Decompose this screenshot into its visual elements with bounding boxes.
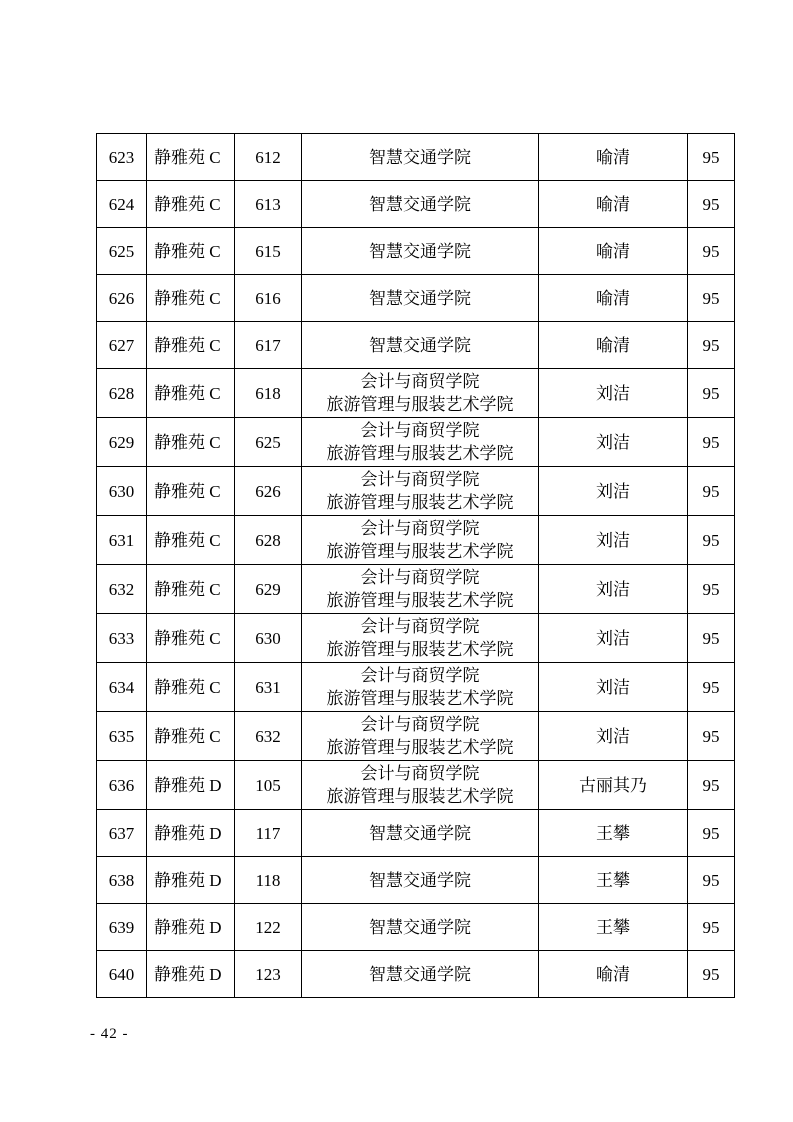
counselor-cell: 刘洁 xyxy=(539,418,688,467)
college-name: 旅游管理与服装艺术学院 xyxy=(326,738,514,757)
score-cell: 95 xyxy=(688,369,735,418)
college-cell xyxy=(302,761,539,810)
college-name: 旅游管理与服装艺术学院 xyxy=(326,542,514,561)
room-cell: 118 xyxy=(235,857,302,904)
college-cell xyxy=(302,565,539,614)
score-cell: 95 xyxy=(688,418,735,467)
building-cell: 静雅苑 C xyxy=(147,663,235,712)
room-cell: 626 xyxy=(235,467,302,516)
row-number-cell: 632 xyxy=(97,565,147,614)
building-cell: 静雅苑 D xyxy=(147,810,235,857)
room-cell: 631 xyxy=(235,663,302,712)
building-cell: 静雅苑 C xyxy=(147,712,235,761)
dormitory-score-table xyxy=(96,133,735,998)
room-cell: 105 xyxy=(235,761,302,810)
row-number-cell: 625 xyxy=(97,228,147,275)
building-cell: 静雅苑 C xyxy=(147,134,235,181)
college-name: 会计与商贸学院 xyxy=(360,764,480,783)
counselor-cell: 刘洁 xyxy=(539,369,688,418)
table-row xyxy=(97,951,735,998)
counselor-cell: 刘洁 xyxy=(539,614,688,663)
college-name: 旅游管理与服装艺术学院 xyxy=(326,493,514,512)
row-number-cell: 624 xyxy=(97,181,147,228)
building-cell: 静雅苑 D xyxy=(147,904,235,951)
building-cell: 静雅苑 C xyxy=(147,614,235,663)
room-cell: 123 xyxy=(235,951,302,998)
counselor-cell: 古丽其乃 xyxy=(539,761,688,810)
score-cell: 95 xyxy=(688,761,735,810)
table-row xyxy=(97,810,735,857)
college-cell xyxy=(302,951,539,998)
room-cell: 122 xyxy=(235,904,302,951)
counselor-cell: 刘洁 xyxy=(539,467,688,516)
room-cell: 625 xyxy=(235,418,302,467)
table-row xyxy=(97,904,735,951)
room-cell: 616 xyxy=(235,275,302,322)
room-cell: 613 xyxy=(235,181,302,228)
row-number-cell: 630 xyxy=(97,467,147,516)
room-cell: 629 xyxy=(235,565,302,614)
building-cell: 静雅苑 C xyxy=(147,516,235,565)
score-cell: 95 xyxy=(688,663,735,712)
college-cell xyxy=(302,663,539,712)
score-cell: 95 xyxy=(688,134,735,181)
table-body xyxy=(97,134,735,998)
table-row xyxy=(97,181,735,228)
score-cell: 95 xyxy=(688,614,735,663)
building-cell: 静雅苑 D xyxy=(147,857,235,904)
room-cell: 612 xyxy=(235,134,302,181)
table-row xyxy=(97,761,735,810)
room-cell: 628 xyxy=(235,516,302,565)
counselor-cell: 刘洁 xyxy=(539,565,688,614)
college-cell xyxy=(302,904,539,951)
table-row xyxy=(97,467,735,516)
college-name: 智慧交通学院 xyxy=(369,964,471,984)
college-name: 旅游管理与服装艺术学院 xyxy=(326,689,514,708)
table-row xyxy=(97,134,735,181)
college-cell xyxy=(302,810,539,857)
college-cell xyxy=(302,181,539,228)
table-row xyxy=(97,228,735,275)
college-name: 旅游管理与服装艺术学院 xyxy=(326,444,514,463)
college-name: 智慧交通学院 xyxy=(369,194,471,214)
row-number-cell: 631 xyxy=(97,516,147,565)
score-cell: 95 xyxy=(688,322,735,369)
college-name: 智慧交通学院 xyxy=(369,335,471,355)
table-row xyxy=(97,565,735,614)
table-row xyxy=(97,275,735,322)
counselor-cell: 喻清 xyxy=(539,951,688,998)
row-number-cell: 637 xyxy=(97,810,147,857)
score-cell: 95 xyxy=(688,275,735,322)
row-number-cell: 628 xyxy=(97,369,147,418)
college-name: 智慧交通学院 xyxy=(369,823,471,843)
college-name: 会计与商贸学院 xyxy=(360,421,480,440)
room-cell: 615 xyxy=(235,228,302,275)
row-number-cell: 633 xyxy=(97,614,147,663)
building-cell: 静雅苑 C xyxy=(147,228,235,275)
room-cell: 632 xyxy=(235,712,302,761)
score-cell: 95 xyxy=(688,904,735,951)
college-name: 会计与商贸学院 xyxy=(360,568,480,587)
row-number-cell: 638 xyxy=(97,857,147,904)
college-name: 智慧交通学院 xyxy=(369,288,471,308)
row-number-cell: 629 xyxy=(97,418,147,467)
table-row xyxy=(97,857,735,904)
row-number-cell: 634 xyxy=(97,663,147,712)
table-row xyxy=(97,369,735,418)
counselor-cell: 喻清 xyxy=(539,134,688,181)
building-cell: 静雅苑 D xyxy=(147,951,235,998)
college-name: 会计与商贸学院 xyxy=(360,617,480,636)
college-cell xyxy=(302,614,539,663)
building-cell: 静雅苑 C xyxy=(147,181,235,228)
table-row xyxy=(97,663,735,712)
score-cell: 95 xyxy=(688,467,735,516)
college-name: 旅游管理与服装艺术学院 xyxy=(326,640,514,659)
table-row xyxy=(97,712,735,761)
room-cell: 618 xyxy=(235,369,302,418)
college-name: 智慧交通学院 xyxy=(369,870,471,890)
row-number-cell: 636 xyxy=(97,761,147,810)
row-number-cell: 623 xyxy=(97,134,147,181)
counselor-cell: 刘洁 xyxy=(539,663,688,712)
counselor-cell: 喻清 xyxy=(539,228,688,275)
score-cell: 95 xyxy=(688,951,735,998)
table-row xyxy=(97,614,735,663)
counselor-cell: 王攀 xyxy=(539,904,688,951)
college-cell xyxy=(302,134,539,181)
counselor-cell: 喻清 xyxy=(539,275,688,322)
table-row xyxy=(97,322,735,369)
building-cell: 静雅苑 C xyxy=(147,322,235,369)
score-cell: 95 xyxy=(688,228,735,275)
college-name: 会计与商贸学院 xyxy=(360,519,480,538)
score-cell: 95 xyxy=(688,810,735,857)
page-number: - 42 - xyxy=(90,1026,129,1042)
college-cell xyxy=(302,275,539,322)
row-number-cell: 635 xyxy=(97,712,147,761)
room-cell: 117 xyxy=(235,810,302,857)
building-cell: 静雅苑 D xyxy=(147,761,235,810)
college-name: 旅游管理与服装艺术学院 xyxy=(326,787,514,806)
score-cell: 95 xyxy=(688,857,735,904)
score-cell: 95 xyxy=(688,565,735,614)
college-cell xyxy=(302,857,539,904)
counselor-cell: 刘洁 xyxy=(539,712,688,761)
college-name: 会计与商贸学院 xyxy=(360,666,480,685)
college-name: 会计与商贸学院 xyxy=(360,372,480,391)
college-name: 智慧交通学院 xyxy=(369,147,471,167)
building-cell: 静雅苑 C xyxy=(147,369,235,418)
building-cell: 静雅苑 C xyxy=(147,418,235,467)
college-cell xyxy=(302,369,539,418)
counselor-cell: 王攀 xyxy=(539,857,688,904)
row-number-cell: 627 xyxy=(97,322,147,369)
college-cell xyxy=(302,322,539,369)
college-cell xyxy=(302,516,539,565)
row-number-cell: 639 xyxy=(97,904,147,951)
college-cell xyxy=(302,712,539,761)
row-number-cell: 640 xyxy=(97,951,147,998)
counselor-cell: 喻清 xyxy=(539,322,688,369)
building-cell: 静雅苑 C xyxy=(147,565,235,614)
table-row xyxy=(97,516,735,565)
score-cell: 95 xyxy=(688,181,735,228)
score-cell: 95 xyxy=(688,516,735,565)
building-cell: 静雅苑 C xyxy=(147,467,235,516)
room-cell: 617 xyxy=(235,322,302,369)
counselor-cell: 王攀 xyxy=(539,810,688,857)
room-cell: 630 xyxy=(235,614,302,663)
college-name: 旅游管理与服装艺术学院 xyxy=(326,395,514,414)
table-row xyxy=(97,418,735,467)
college-name: 会计与商贸学院 xyxy=(360,715,480,734)
college-name: 会计与商贸学院 xyxy=(360,470,480,489)
college-name: 旅游管理与服装艺术学院 xyxy=(326,591,514,610)
building-cell: 静雅苑 C xyxy=(147,275,235,322)
college-cell xyxy=(302,418,539,467)
counselor-cell: 喻清 xyxy=(539,181,688,228)
counselor-cell: 刘洁 xyxy=(539,516,688,565)
score-cell: 95 xyxy=(688,712,735,761)
college-name: 智慧交通学院 xyxy=(369,241,471,261)
college-name: 智慧交通学院 xyxy=(369,917,471,937)
college-cell xyxy=(302,228,539,275)
college-cell xyxy=(302,467,539,516)
row-number-cell: 626 xyxy=(97,275,147,322)
